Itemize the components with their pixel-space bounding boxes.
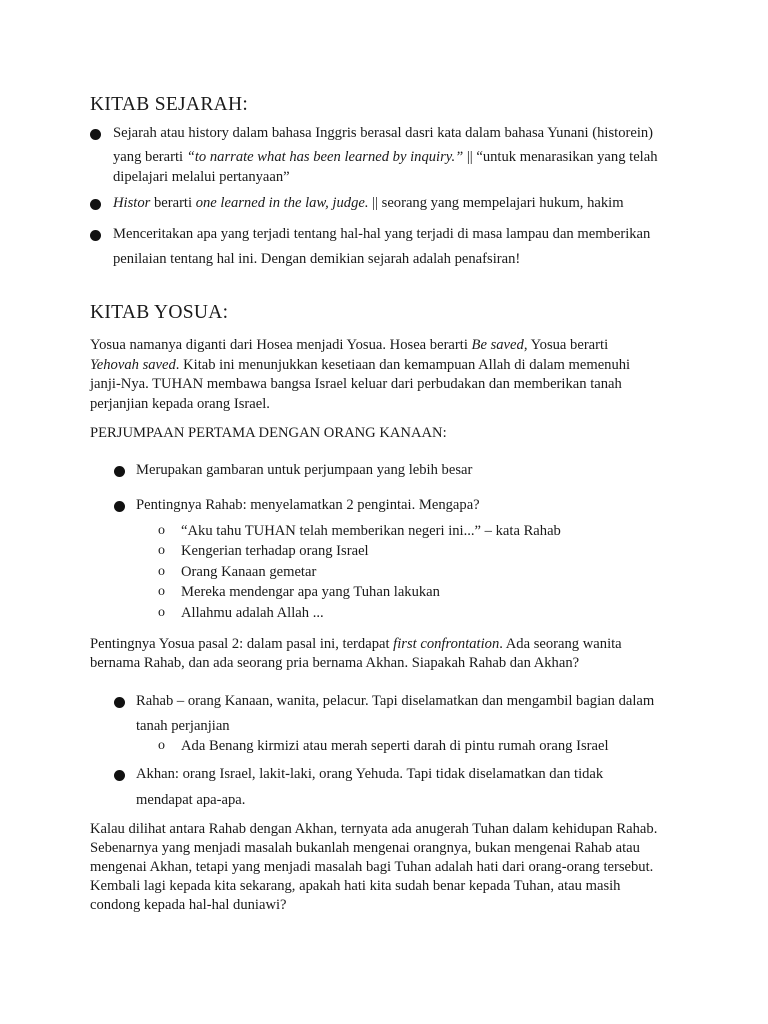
subheading-perjumpaan: PERJUMPAAN PERTAMA DENGAN ORANG KANAAN: <box>90 425 447 441</box>
sejarah-bullet-3: Menceritakan apa yang terjadi tentang hal-hal yang terjadi di masa lampau dan memberikan <box>113 226 651 242</box>
heading-kitab-yosua: KITAB YOSUA: <box>90 302 229 323</box>
yosua-paragraph-1-line-3: janji-Nya. TUHAN membawa bangsa Israel keluar dari perbudakan dan memberikan tanah <box>90 376 622 392</box>
yosua-sub-item-5: Allahmu adalah Allah ... <box>181 605 324 621</box>
yosua-paragraph-3-line-3: mengenai Akhan, tetapi yang menjadi masalah bagi Tuhan adalah hati dari orang-orang tersebut. <box>90 859 654 875</box>
bullet-dot <box>90 199 101 210</box>
sub-bullet-marker: o <box>158 738 165 753</box>
yosua-bullet-rahab-line-2: tanah perjanjian <box>136 718 230 734</box>
bullet-dot <box>114 770 125 781</box>
yosua-paragraph-3-line-1: Kalau dilihat antara Rahab dengan Akhan, ternyata ada anugerah Tuhan dalam kehidupan Rahab. <box>90 821 658 837</box>
yosua-paragraph-3-line-5: condong kepada hal-hal duniawi? <box>90 897 287 913</box>
yosua-paragraph-1-line-4: perjanjian kepada orang Israel. <box>90 396 270 412</box>
sejarah-bullet-3-line-2: penilaian tentang hal ini. Dengan demikian sejarah adalah penafsiran! <box>113 251 521 267</box>
bullet-dot <box>114 466 125 477</box>
yosua-sub-item-3: Orang Kanaan gemetar <box>181 564 317 580</box>
yosua-sub-item-6: Ada Benang kirmizi atau merah seperti darah di pintu rumah orang Israel <box>181 738 609 754</box>
sejarah-bullet-1-line-3: dipelajari melalui pertanyaan” <box>113 169 290 185</box>
yosua-paragraph-3-line-4: Kembali lagi kepada kita sekarang, apakah hati kita sudah benar kepada Tuhan, atau masih <box>90 878 621 894</box>
yosua-bullet-1: Merupakan gambaran untuk perjumpaan yang lebih besar <box>136 462 473 478</box>
sejarah-bullet-1-line-2: yang berarti “to narrate what has been learned by inquiry.” || “untuk menarasikan yang telah <box>113 149 658 165</box>
sub-bullet-marker: o <box>158 523 165 538</box>
yosua-bullet-rahab: Rahab – orang Kanaan, wanita, pelacur. Tapi diselamatkan dan mengambil bagian dalam <box>136 693 655 709</box>
yosua-paragraph-1-line-1: Yosua namanya diganti dari Hosea menjadi Yosua. Hosea berarti Be saved, Yosua berarti <box>90 337 609 353</box>
sub-bullet-marker: o <box>158 564 165 579</box>
sejarah-bullet-1: Sejarah atau history dalam bahasa Inggris berasal dasri kata dalam bahasa Yunani (historein) <box>113 125 654 141</box>
yosua-paragraph-3-line-2: Sebenarnya yang menjadi masalah bukanlah mengenai orangnya, bukan mengenai Rahab atau <box>90 840 640 856</box>
yosua-sub-item-2: Kengerian terhadap orang Israel <box>181 543 369 559</box>
yosua-paragraph-2-line-1: Pentingnya Yosua pasal 2: dalam pasal ini, terdapat first confrontation. Ada seorang wanita <box>90 636 622 652</box>
heading-kitab-sejarah: KITAB SEJARAH: <box>90 94 249 115</box>
bullet-dot <box>114 697 125 708</box>
sejarah-bullet-2: Histor berarti one learned in the law, judge. || seorang yang mempelajari hukum, hakim <box>113 195 624 211</box>
sub-bullet-marker: o <box>158 605 165 620</box>
sub-bullet-marker: o <box>158 543 165 558</box>
bullet-dot <box>90 230 101 241</box>
sub-bullet-marker: o <box>158 584 165 599</box>
yosua-bullet-2: Pentingnya Rahab: menyelamatkan 2 pengintai. Mengapa? <box>136 497 480 513</box>
bullet-dot <box>90 129 101 140</box>
bullet-dot <box>114 501 125 512</box>
yosua-sub-item-4: Mereka mendengar apa yang Tuhan lakukan <box>181 584 440 600</box>
yosua-sub-item-1: “Aku tahu TUHAN telah memberikan negeri ini...” – kata Rahab <box>181 523 561 539</box>
yosua-paragraph-2-line-2: bernama Rahab, dan ada seorang pria bernama Akhan. Siapakah Rahab dan Akhan? <box>90 655 580 671</box>
yosua-bullet-akhan-line-2: mendapat apa-apa. <box>136 792 246 808</box>
yosua-bullet-akhan: Akhan: orang Israel, lakit-laki, orang Yehuda. Tapi tidak diselamatkan dan tidak <box>136 766 604 782</box>
yosua-paragraph-1-line-2: Yehovah saved. Kitab ini menunjukkan kesetiaan dan kemampuan Allah di dalam memenuhi <box>90 357 631 373</box>
